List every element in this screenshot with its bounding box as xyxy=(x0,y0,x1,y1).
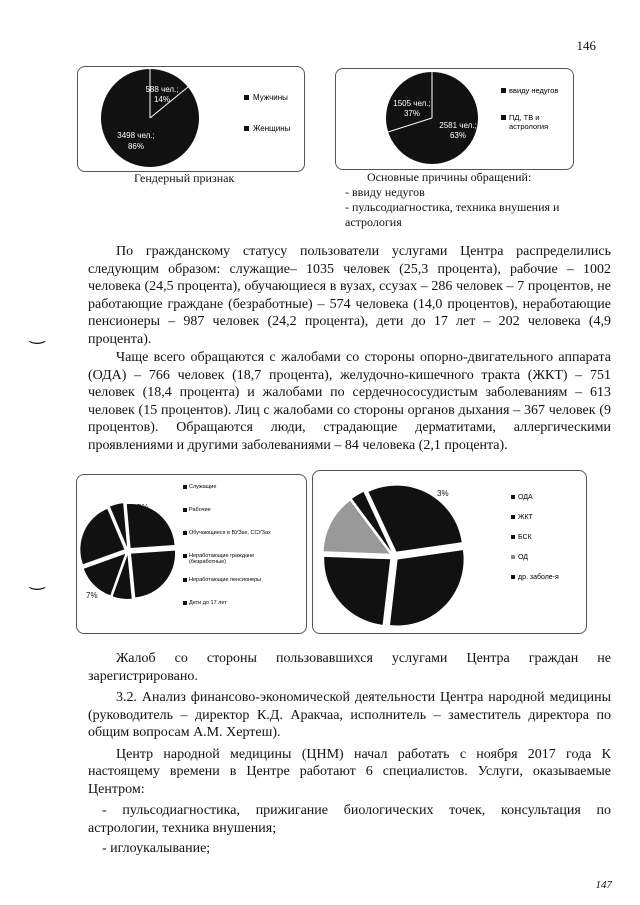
legend-label: Женщины xyxy=(253,124,291,133)
gender-label-men-a: 588 чел.; xyxy=(145,85,179,94)
caption-line: - ввиду недугов xyxy=(345,185,425,199)
caption-line: астрология xyxy=(345,215,402,229)
legend-label: ПД, ТВ и астрология xyxy=(509,113,549,131)
list-item: - пульсодиагностика, прижигание биологических точек, консультация по астрологии, техника внушения; xyxy=(88,803,611,836)
legend-swatch xyxy=(183,508,187,512)
page-number: 146 xyxy=(576,38,596,53)
legend-label: Неработающие пенсионеры xyxy=(189,577,262,583)
legend-item xyxy=(183,553,301,565)
legend-label: ОДА xyxy=(518,494,533,501)
legend-swatch xyxy=(501,115,506,120)
legend-item xyxy=(501,113,571,131)
reasons-label-b-2: 63% xyxy=(449,131,467,140)
complaints-legend xyxy=(511,494,559,581)
caption-line: Основные причины обращений: xyxy=(367,170,532,184)
legend-label: ОД xyxy=(518,554,529,561)
legend-swatch xyxy=(511,575,515,579)
legend-label: Обучающиеся в ВУЗах, ССУЗах xyxy=(189,530,271,536)
legend-item xyxy=(183,577,301,583)
reasons-chart-caption xyxy=(345,170,575,230)
legend-label: ЖКТ xyxy=(518,514,533,521)
legend-item xyxy=(501,86,571,95)
paragraph: Чаще всего обращаются с жалобами со стороны опорно-двигательного аппарата (ОДА) – 766 человек (18,7 процента), желудочно-кишечного тракта (ЖКТ) – 751 человек (18,4 процента) и жалобами по сердечнососудистым заболеваниям – 613 человек (15 процентов). Лиц с жалобами со стороны органов дыхания – 367 человек (9 процентов). Обращаются люди, страдающие дерматитами, аллергическими проявлениями и другими заболеваниями – 84 человека (2,1 процента). xyxy=(88,350,611,453)
complaints-slice xyxy=(324,557,390,625)
legend-swatch xyxy=(183,601,187,605)
gender-chart-caption: Гендерный признак xyxy=(134,171,235,185)
legend-label: ввиду недугов xyxy=(509,86,559,95)
status-slice xyxy=(127,504,175,548)
body-text-2 xyxy=(88,650,611,858)
legend-item xyxy=(511,574,559,581)
status-label-5: 5% xyxy=(137,503,149,512)
status-slice xyxy=(131,551,175,598)
legend-label: Служащие xyxy=(189,484,217,490)
body-text-1 xyxy=(88,243,611,454)
complaints-pie-chart xyxy=(322,480,472,628)
complaints-label-3: 3% xyxy=(437,489,449,498)
gender-label-women-a: 3498 чел.; xyxy=(117,131,155,140)
legend-item xyxy=(244,93,290,102)
gender-legend xyxy=(244,93,290,133)
legend-swatch xyxy=(511,555,515,559)
complaints-slice xyxy=(390,550,464,625)
legend-swatch xyxy=(511,535,515,539)
legend-item xyxy=(183,484,301,490)
legend-item xyxy=(511,534,559,541)
legend-item xyxy=(183,600,301,606)
legend-swatch xyxy=(183,554,187,558)
reasons-label-a-2: 37% xyxy=(403,109,421,118)
reasons-pie-chart xyxy=(374,70,490,166)
legend-swatch xyxy=(183,578,187,582)
legend-label: БСК xyxy=(518,534,532,541)
legend-swatch xyxy=(244,126,249,131)
legend-item xyxy=(244,124,290,133)
status-legend xyxy=(183,484,301,606)
legend-swatch xyxy=(183,485,187,489)
footer-page-number: 147 xyxy=(595,879,612,891)
margin-mark: ‿ xyxy=(30,324,45,345)
legend-swatch xyxy=(511,515,515,519)
legend-swatch xyxy=(511,495,515,499)
reasons-label-b-1: 2581 чел.; xyxy=(439,121,477,130)
legend-label: Неработающие граждане (безработные) xyxy=(189,553,255,565)
legend-swatch xyxy=(183,531,187,535)
legend-label: Дети до 17 лет xyxy=(189,600,227,606)
paragraph: 3.2. Анализ финансово-экономической деятельности Центра народной медицины (руководитель – директор К.Д. Аракчаа, исполнитель – заместитель директора по общим вопросам А.М. Хертеш). xyxy=(88,690,611,740)
gender-label-women-b: 86% xyxy=(127,142,145,151)
legend-item xyxy=(183,507,301,513)
gender-label-men-b: 14% xyxy=(153,95,171,104)
legend-label: Рабочие xyxy=(189,507,211,513)
legend-swatch xyxy=(501,88,506,93)
reasons-label-a-1: 1505 чел.; xyxy=(393,99,431,108)
legend-item xyxy=(183,530,301,536)
gender-pie-chart xyxy=(100,68,200,168)
list-item: - иглоукалывание; xyxy=(102,841,211,856)
legend-item xyxy=(511,514,559,521)
margin-mark: ‿ xyxy=(30,570,45,591)
legend-label: др. заболе-я xyxy=(518,574,559,581)
caption-line: - пульсодиагностика, техника внушения и xyxy=(345,200,560,214)
status-label-7: 7% xyxy=(86,591,98,600)
paragraph: По гражданскому статусу пользователи услугами Центра распределились следующим образом: служащие– 1035 человек (25,3 процента), рабочие – 1002 человека (24,5 процента), обучающиеся в вузах, ссузах – 286 человек – 7 процентов, не работающие граждане (безработные) – 574 человека (14,0 процентов), неработающие пенсионеры – 987 человек (24,2 процента), дети до 17 лет – 202 человека (4,9 процента). xyxy=(88,244,611,347)
legend-swatch xyxy=(244,95,249,100)
legend-label: Мужчины xyxy=(253,93,288,102)
legend-item xyxy=(511,554,559,561)
reasons-legend xyxy=(501,86,571,131)
legend-item xyxy=(511,494,559,501)
paragraph: Центр народной медицины (ЦНМ) начал работать с ноября 2017 года К настоящему времени в Центре работают 6 специалистов. Услуги, оказываемые Центром: xyxy=(88,746,611,797)
paragraph: Жалоб со стороны пользовавшихся услугами Центра граждан не зарегистрировано. xyxy=(88,651,611,684)
